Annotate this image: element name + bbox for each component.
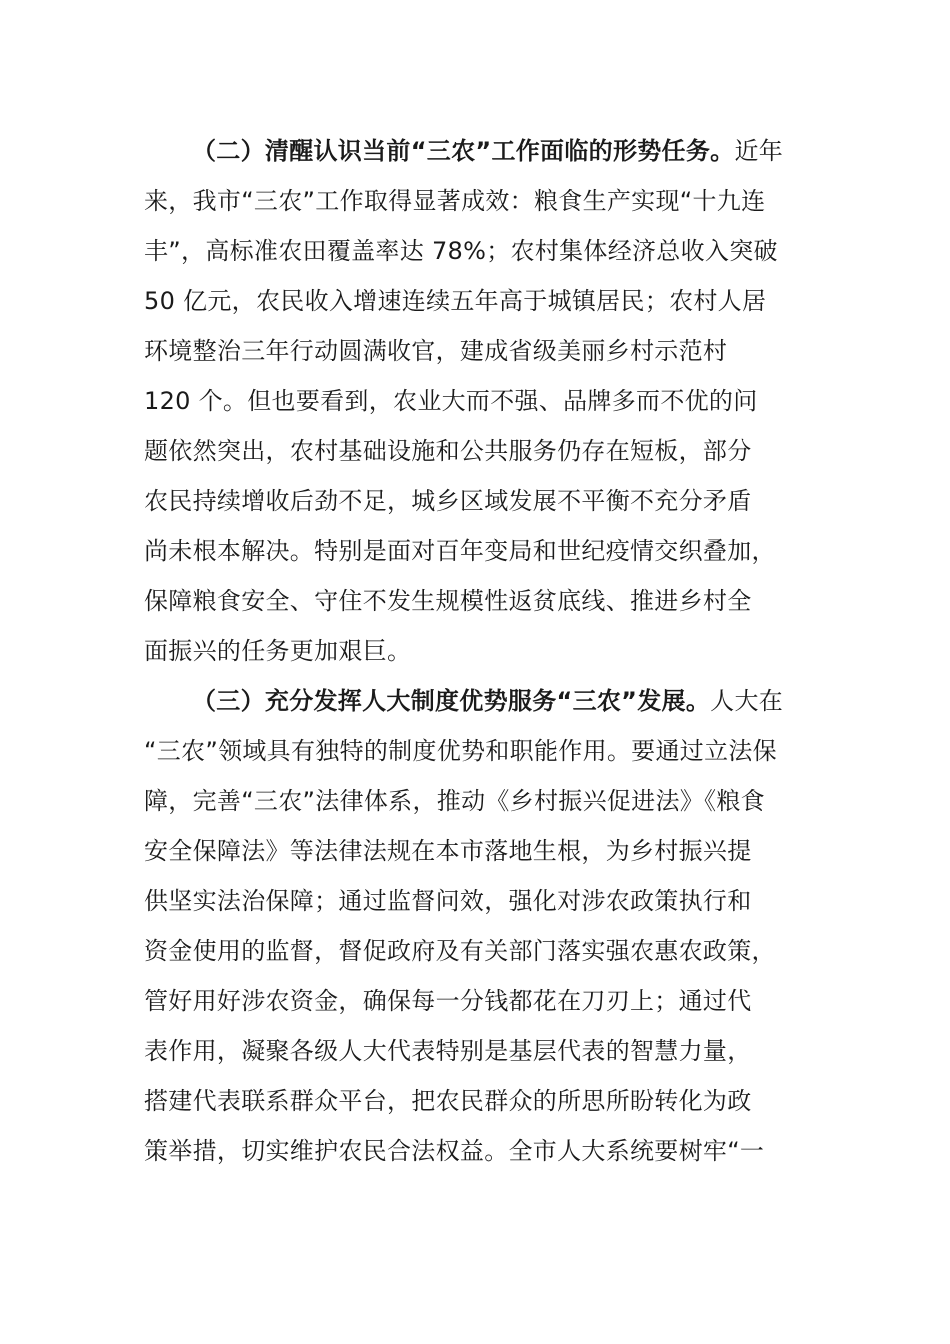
paragraph-2-text: 近年 [734,137,784,165]
paragraph-2-line-3: 丰”，高标准农田覆盖率达 78%；农村集体经济总收入突破 [144,237,778,265]
paragraph-2-line-1 [144,126,809,176]
paragraph-3-line-7: 管好用好涉农资金，确保每一分钱都花在刀刃上；通过代 [144,987,752,1015]
paragraph-2-line-5: 环境整治三年行动圆满收官，建成省级美丽乡村示范村 [144,337,728,365]
document-body [144,126,809,1176]
paragraph-2-line-6: 120 个。但也要看到，农业大而不强、品牌多而不优的问 [144,387,758,415]
paragraph-3-line-6: 资金使用的监督，督促政府及有关部门落实强农惠农政策， [144,937,776,965]
paragraph-2-line-7: 题依然突出，农村基础设施和公共服务仍存在短板，部分 [144,437,752,465]
paragraph-3-line-10: 策举措，切实维护农民合法权益。全市人大系统要树牢“一 [144,1137,765,1165]
paragraph-2-line-2: 来，我市“三农”工作取得显著成效：粮食生产实现“十九连 [144,187,766,215]
paragraph-2-line-11: 面振兴的任务更加艰巨。 [144,637,412,665]
paragraph-3-line-5: 供坚实法治保障；通过监督问效，强化对涉农政策执行和 [144,887,752,915]
paragraph-2-heading: （二）清醒认识当前“三农”工作面临的形势任务。 [192,137,735,165]
paragraph-3-heading: （三）充分发挥人大制度优势服务“三农”发展。 [192,687,711,715]
paragraph-2-line-10: 保障粮食安全、守住不发生规模性返贫底线、推进乡村全 [144,587,752,615]
paragraph-2-line-4: 50 亿元，农民收入增速连续五年高于城镇居民；农村人居 [144,287,767,315]
paragraph-3-line-8: 表作用，凝聚各级人大代表特别是基层代表的智慧力量， [144,1037,752,1065]
paragraph-3-line-3: 障，完善“三农”法律体系，推动《乡村振兴促进法》《粮食 [144,787,765,815]
paragraph-3-line-4: 安全保障法》等法律法规在本市落地生根，为乡村振兴提 [144,837,752,865]
paragraph-3-text: 人大在 [710,687,784,715]
paragraph-3-line-1 [144,676,809,726]
paragraph-3-line-9: 搭建代表联系群众平台，把农民群众的所思所盼转化为政 [144,1087,752,1115]
paragraph-2-line-9: 尚未根本解决。特别是面对百年变局和世纪疫情交织叠加， [144,537,776,565]
paragraph-2-line-8: 农民持续增收后劲不足，城乡区域发展不平衡不充分矛盾 [144,487,752,515]
paragraph-3-line-2: “三农”领域具有独特的制度优势和职能作用。要通过立法保 [144,737,777,765]
